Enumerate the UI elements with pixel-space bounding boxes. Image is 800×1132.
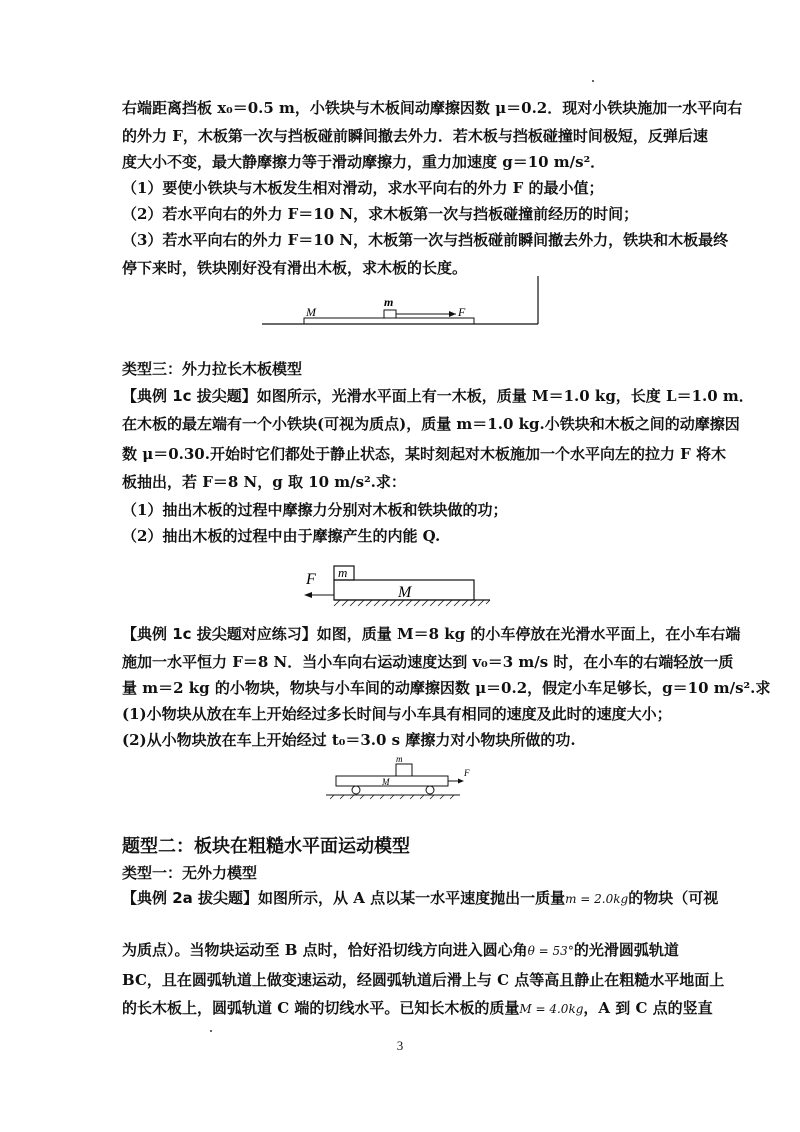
text-line: 量 m＝2 kg 的小物块，物块与小车间的动摩擦因数 μ＝0.2，假定小车足够长，g＝10 m/s².求 (122, 679, 771, 697)
label-big-m: M (306, 305, 316, 319)
figure-board-wall (262, 272, 552, 328)
label-small-m: m (384, 295, 394, 309)
text-line: 施加一水平恒力 F＝8 N．当小车向右运动速度达到 v₀＝3 m/s 时，在小车的右端轻放一质 (122, 653, 734, 671)
text-line: 停下来时，铁块刚好没有滑出木板，求木板的长度。 (122, 259, 468, 277)
text-line: 右端距离挡板 x₀＝0.5 m，小铁块与木板间动摩擦因数 μ＝0.2．现对小铁块施加一水平向右 (122, 99, 743, 117)
example-tag: 【典例 1c 拔尖题】 (122, 387, 257, 405)
type-heading: 类型一：无外力模型 (122, 864, 258, 882)
label-small-m: m (396, 754, 403, 764)
practice-line: 【典例 1c 拔尖题对应练习】如图，质量 M＝8 kg 的小车停放在光滑水平面上，在小车右端 (122, 625, 741, 643)
text-line: 数 μ＝0.30.开始时它们都处于静止状态，某时刻起对木板施加一个水平向左的拉力 F 将木 (122, 445, 727, 463)
label-small-m: m (338, 565, 348, 580)
text-line: 的外力 F，木板第一次与挡板碰前瞬间撤去外力．若木板与挡板碰撞时间极短，反弹后速 (122, 127, 708, 145)
board-mass-formula: M = 4.0kg (519, 1002, 584, 1016)
question-3: （3）若水平向右的外力 F＝10 N，木板第一次与挡板碰前瞬间撤去外力，铁块和木板最终 (122, 231, 729, 249)
figure-cart (326, 752, 476, 802)
label-big-m: M (398, 584, 412, 601)
label-force: F (458, 305, 466, 319)
text-line: 板抽出，若 F＝8 N，g 取 10 m/s².求： (122, 473, 406, 491)
question-2: （2）抽出木板的过程中由于摩擦产生的内能 Q. (122, 527, 441, 545)
speck (210, 1030, 212, 1032)
text-line: 的长木板上，圆弧轨道 C 端的切线水平。已知长木板的质量M = 4.0kg，A 到 C 点的竖直 (122, 999, 713, 1017)
label-force: F (464, 768, 470, 778)
text-line: 为质点）。当物块运动至 B 点时，恰好沿切线方向进入圆心角θ = 53°的光滑圆弧轨道 (122, 941, 679, 959)
text-line: BC，且在圆弧轨道上做变速运动，经圆弧轨道后滑上与 C 点等高且静止在粗糙水平地面上 (122, 971, 725, 989)
label-force: F (306, 571, 316, 588)
page-number: 3 (396, 1038, 404, 1053)
angle-formula: θ = 53° (527, 944, 574, 958)
figure-board-pulled (300, 560, 500, 610)
question-1: （1）抽出木板的过程中摩擦力分别对木板和铁块做的功； (122, 501, 508, 519)
section-title: 题型二：板块在粗糙水平面运动模型 (122, 836, 410, 857)
example-2a-line: 【典例 2a 拔尖题】如图所示，从 A 点以某一水平速度抛出一质量m = 2.0kg的物块（可视 (122, 889, 719, 907)
question-2: （2）若水平向右的外力 F＝10 N，求木板第一次与挡板碰撞前经历的时间； (122, 205, 639, 223)
example-tag: 【典例 2a 拔尖题】 (122, 889, 259, 907)
example-1c-line: 【典例 1c 拔尖题】如图所示，光滑水平面上有一木板，质量 M＝1.0 kg，长度 L＝1.0 m． (122, 387, 754, 405)
speck (592, 80, 594, 82)
text-line: 度大小不变，最大静摩擦力等于滑动摩擦力，重力加速度 g＝10 m/s²． (122, 153, 606, 171)
practice-tag: 【典例 1c 拔尖题对应练习】 (122, 625, 317, 643)
question-1: (1)小物块从放在车上开始经过多长时间与小车具有相同的速度及此时的速度大小； (122, 705, 672, 723)
label-big-m: M (382, 777, 390, 787)
question-2: (2)从小物块放在车上开始经过 t₀＝3.0 s 摩擦力对小物块所做的功. (122, 731, 576, 749)
question-1: （1）要使小铁块与木板发生相对滑动，求水平向右的外力 F 的最小值； (122, 179, 604, 197)
text-line: 在木板的最左端有一个小铁块(可视为质点)，质量 m＝1.0 kg.小铁块和木板之间的动摩擦因 (122, 415, 740, 433)
type-heading: 类型三：外力拉长木板模型 (122, 360, 303, 378)
mass-formula: m = 2.0kg (565, 892, 629, 906)
